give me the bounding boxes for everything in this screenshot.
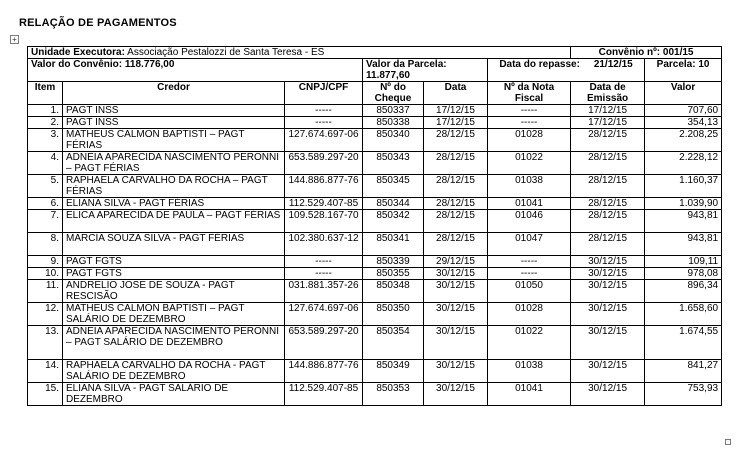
parcela-label: Parcela: — [656, 59, 696, 70]
row-emissao: 28/12/15 — [571, 198, 645, 210]
row-cheque: 850353 — [363, 383, 424, 406]
row-credor: MATHEUS CALMON BAPTISTI – PAGT SALÁRIO DE DEZEMBRO — [63, 303, 285, 326]
col-header-data: Data — [424, 82, 488, 105]
row-credor: RAPHAELA CARVALHO DA ROCHA – PAGT FÉRIAS — [63, 175, 285, 198]
unidade-label: Unidade Executora: — [31, 47, 125, 58]
data-repasse-value: 21/12/15 — [593, 59, 633, 70]
row-cheque: 850349 — [363, 360, 424, 383]
row-cnpj: 109.528.167-70 — [285, 210, 363, 233]
row-nota-fiscal: ----- — [488, 117, 571, 129]
row-nota-fiscal: 01038 — [488, 175, 571, 198]
row-item-number: 10. — [28, 268, 63, 280]
convenio-no-label: Convênio nº: — [598, 47, 661, 58]
row-credor: ADNEIA APARECIDA NASCIMENTO PERONNI – PAGT FÉRIAS — [63, 152, 285, 175]
row-item-number: 7. — [28, 210, 63, 233]
row-nota-fiscal: 01028 — [488, 129, 571, 152]
row-valor: 109,11 — [645, 256, 722, 268]
row-credor: PAGT FGTS — [63, 268, 285, 280]
row-data: 28/12/15 — [424, 210, 488, 233]
row-cheque: 850337 — [363, 105, 424, 117]
row-emissao: 28/12/15 — [571, 152, 645, 175]
row-nota-fiscal: 01046 — [488, 210, 571, 233]
row-item-number: 5. — [28, 175, 63, 198]
col-header-credor: Credor — [63, 82, 285, 105]
row-valor: 1.658,60 — [645, 303, 722, 326]
valor-parcela-cell — [363, 59, 488, 82]
row-emissao: 17/12/15 — [571, 105, 645, 117]
row-data: 17/12/15 — [424, 117, 488, 129]
col-header-emissao: Data de Emissão — [571, 82, 645, 105]
table-row — [28, 210, 722, 233]
row-credor: ELICA APARECIDA DE PAULA – PAGT FÉRIAS — [63, 210, 285, 233]
row-emissao: 30/12/15 — [571, 303, 645, 326]
column-header-row — [28, 82, 722, 105]
row-valor: 978,08 — [645, 268, 722, 280]
table-row — [28, 303, 722, 326]
table-row — [28, 175, 722, 198]
row-cheque: 850355 — [363, 268, 424, 280]
row-nota-fiscal: 01050 — [488, 280, 571, 303]
row-data: 28/12/15 — [424, 198, 488, 210]
row-valor: 354,13 — [645, 117, 722, 129]
row-valor: 2.228,12 — [645, 152, 722, 175]
parcela-cell — [645, 59, 722, 82]
row-cnpj: 112.529.407-85 — [285, 383, 363, 406]
row-cheque: 850345 — [363, 175, 424, 198]
row-valor: 896,34 — [645, 280, 722, 303]
row-cnpj: 102.380.637-12 — [285, 233, 363, 256]
row-nota-fiscal: 01041 — [488, 383, 571, 406]
table-row — [28, 256, 722, 268]
row-nota-fiscal: 01022 — [488, 152, 571, 175]
row-item-number: 1. — [28, 105, 63, 117]
row-emissao: 28/12/15 — [571, 129, 645, 152]
row-item-number: 9. — [28, 256, 63, 268]
row-cheque: 850354 — [363, 326, 424, 360]
unidade-cell — [28, 47, 571, 59]
row-data: 30/12/15 — [424, 360, 488, 383]
header-row-unidade — [28, 47, 722, 59]
table-row — [28, 360, 722, 383]
row-credor: ADNEIA APARECIDA NASCIMENTO PERONNI – PAGT SALÁRIO DE DEZEMBRO — [63, 326, 285, 360]
convenio-no-value: 001/15 — [662, 47, 694, 58]
row-emissao: 30/12/15 — [571, 383, 645, 406]
payments-table — [27, 46, 722, 406]
valor-convenio-label: Valor do Convênio: — [31, 59, 123, 70]
row-valor: 943,81 — [645, 210, 722, 233]
row-cnpj: 112.529.407-85 — [285, 198, 363, 210]
table-row — [28, 268, 722, 280]
row-emissao: 30/12/15 — [571, 280, 645, 303]
row-nota-fiscal: 01038 — [488, 360, 571, 383]
row-data: 30/12/15 — [424, 268, 488, 280]
row-data: 30/12/15 — [424, 383, 488, 406]
col-header-item: Item — [28, 82, 63, 105]
row-data: 29/12/15 — [424, 256, 488, 268]
col-header-nota: Nº da Nota Fiscal — [488, 82, 571, 105]
row-cnpj: ----- — [285, 105, 363, 117]
table-row — [28, 105, 722, 117]
valor-convenio-value: 118.776,00 — [124, 59, 175, 70]
row-item-number: 3. — [28, 129, 63, 152]
table-row — [28, 117, 722, 129]
row-valor: 707,60 — [645, 105, 722, 117]
row-nota-fiscal: 01047 — [488, 233, 571, 256]
row-credor: PAGT INSS — [63, 117, 285, 129]
row-emissao: 17/12/15 — [571, 117, 645, 129]
row-cheque: 850348 — [363, 280, 424, 303]
row-cnpj: ----- — [285, 268, 363, 280]
row-nota-fiscal: 01041 — [488, 198, 571, 210]
row-nota-fiscal: 01022 — [488, 326, 571, 360]
table-resize-handle-icon[interactable] — [725, 439, 731, 445]
valor-convenio-cell — [28, 59, 363, 82]
row-item-number: 15. — [28, 383, 63, 406]
row-cheque: 850339 — [363, 256, 424, 268]
row-data: 30/12/15 — [424, 303, 488, 326]
col-header-valor: Valor — [645, 82, 722, 105]
data-repasse-label: Data do repasse: — [499, 59, 580, 70]
table-row — [28, 152, 722, 175]
row-nota-fiscal: ----- — [488, 256, 571, 268]
valor-parcela-value: 11.877,60 — [366, 70, 410, 81]
row-item-number: 8. — [28, 233, 63, 256]
row-data: 28/12/15 — [424, 175, 488, 198]
row-credor: MATHEUS CALMON BAPTISTI – PAGT FÉRIAS — [63, 129, 285, 152]
col-header-cnpj: CNPJ/CPF — [285, 82, 363, 105]
row-data: 28/12/15 — [424, 152, 488, 175]
row-credor: RAPHAELA CARVALHO DA ROCHA - PAGT SALÁRIO DE DEZEMBRO — [63, 360, 285, 383]
row-credor: MARCIA SOUZA SILVA - PAGT FÉRIAS — [63, 233, 285, 256]
row-item-number: 4. — [28, 152, 63, 175]
row-data: 28/12/15 — [424, 129, 488, 152]
row-cnpj: 031.881.357-26 — [285, 280, 363, 303]
unidade-value: Associação Pestalozzi de Santa Teresa - ES — [127, 47, 325, 58]
row-valor: 1.160,37 — [645, 175, 722, 198]
row-cnpj: ----- — [285, 256, 363, 268]
convenio-no-cell — [571, 47, 722, 59]
row-cheque: 850338 — [363, 117, 424, 129]
row-emissao: 28/12/15 — [571, 175, 645, 198]
row-credor: ANDRELIO JOSE DE SOUZA - PAGT RESCISÃO — [63, 280, 285, 303]
row-cheque: 850341 — [363, 233, 424, 256]
row-item-number: 6. — [28, 198, 63, 210]
table-row — [28, 280, 722, 303]
row-valor: 943,81 — [645, 233, 722, 256]
row-emissao: 28/12/15 — [571, 233, 645, 256]
row-cnpj: 144.886.877-76 — [285, 175, 363, 198]
row-valor: 1.039,90 — [645, 198, 722, 210]
document-title: RELAÇÃO DE PAGAMENTOS — [19, 17, 177, 29]
row-data: 30/12/15 — [424, 326, 488, 360]
valor-parcela-label: Valor da Parcela: — [366, 59, 447, 70]
row-cnpj: 653.589.297-20 — [285, 152, 363, 175]
row-valor: 841,27 — [645, 360, 722, 383]
table-row — [28, 129, 722, 152]
row-cheque: 850343 — [363, 152, 424, 175]
row-data: 28/12/15 — [424, 233, 488, 256]
row-cnpj: 653.589.297-20 — [285, 326, 363, 360]
row-cheque: 850340 — [363, 129, 424, 152]
header-row-valores — [28, 59, 722, 82]
row-credor: PAGT FGTS — [63, 256, 285, 268]
row-valor: 1.674,55 — [645, 326, 722, 360]
col-header-cheque: Nº do Cheque — [363, 82, 424, 105]
table-move-handle-icon[interactable]: + — [10, 35, 19, 44]
row-data: 17/12/15 — [424, 105, 488, 117]
row-data: 30/12/15 — [424, 280, 488, 303]
table-row — [28, 198, 722, 210]
row-cnpj: ----- — [285, 117, 363, 129]
row-item-number: 11. — [28, 280, 63, 303]
table-row — [28, 326, 722, 360]
row-nota-fiscal: ----- — [488, 268, 571, 280]
row-credor: PAGT INSS — [63, 105, 285, 117]
row-credor: ELIANA SILVA - PAGT SALÁRIO DE DEZEMBRO — [63, 383, 285, 406]
parcela-value: 10 — [698, 59, 710, 70]
row-emissao: 30/12/15 — [571, 360, 645, 383]
row-nota-fiscal: 01028 — [488, 303, 571, 326]
row-item-number: 12. — [28, 303, 63, 326]
row-cheque: 850342 — [363, 210, 424, 233]
row-emissao: 28/12/15 — [571, 210, 645, 233]
row-cnpj: 127.674.697-06 — [285, 303, 363, 326]
data-repasse-cell — [488, 59, 645, 82]
table-row — [28, 233, 722, 256]
row-emissao: 30/12/15 — [571, 268, 645, 280]
row-item-number: 13. — [28, 326, 63, 360]
table-row — [28, 383, 722, 406]
row-credor: ELIANA SILVA - PAGT FÉRIAS — [63, 198, 285, 210]
row-emissao: 30/12/15 — [571, 256, 645, 268]
row-item-number: 14. — [28, 360, 63, 383]
row-cnpj: 127.674.697-06 — [285, 129, 363, 152]
row-cheque: 850350 — [363, 303, 424, 326]
row-item-number: 2. — [28, 117, 63, 129]
row-cnpj: 144.886.877-76 — [285, 360, 363, 383]
row-valor: 2.208,25 — [645, 129, 722, 152]
row-valor: 753,93 — [645, 383, 722, 406]
row-emissao: 30/12/15 — [571, 326, 645, 360]
row-cheque: 850344 — [363, 198, 424, 210]
row-nota-fiscal: ----- — [488, 105, 571, 117]
